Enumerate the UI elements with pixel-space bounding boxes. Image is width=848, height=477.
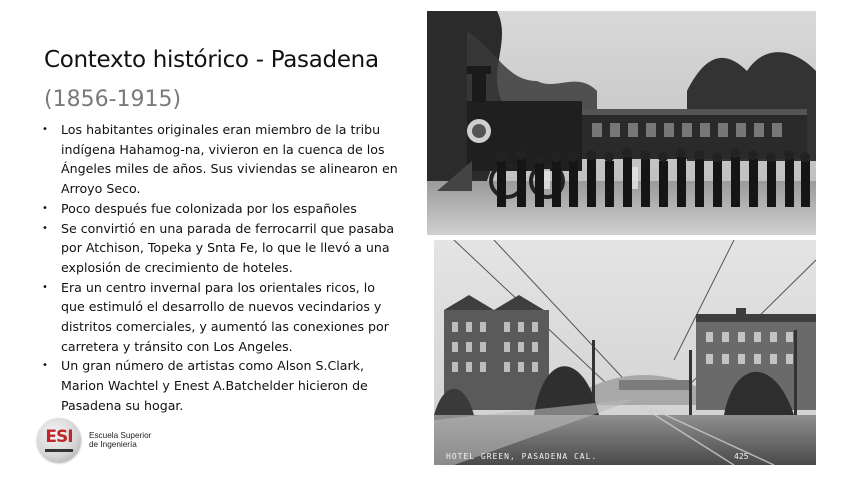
train-photo — [427, 11, 816, 235]
train-photo-image — [427, 11, 816, 235]
bullet-text: Poco después fue colonizada por los españoles — [61, 200, 357, 216]
bullet-text: Se convirtió en una parada de ferrocarril que pasaba por Atchison, Topeka y Snta Fe, lo que le llevó a una explosión de crecimiento de hoteles. — [61, 220, 395, 275]
bullet-item — [40, 219, 400, 278]
logo-line-1: Escuela Superior — [89, 431, 152, 440]
logo-line-2: de Ingeniería — [89, 440, 137, 449]
bullet-dot: • — [42, 202, 48, 214]
bullet-dot: • — [42, 124, 48, 135]
bullet-item — [40, 278, 400, 357]
bullet-list — [40, 120, 400, 416]
bullet-text: Los habitantes originales eran miembro de la tribu indígena Hahamog-na, vivieron en la cuenca de los Ángeles miles de años. Sus viviendas se alinearon en Arroyo Seco. — [61, 122, 398, 197]
hotel-green-photo-image — [434, 240, 816, 465]
bullet-text: Era un centro invernal para los orientales ricos, lo que estimuló el desarrollo de nuevos vecindarios y distritos comerciales, y aumentó las conexiones por carretera y tránsito con Los Angeles. — [61, 279, 389, 354]
bullet-item — [40, 356, 400, 415]
photo-caption: HOTEL GREEN, PASADENA CAL. — [446, 452, 598, 461]
logo-bar — [45, 449, 73, 452]
bullet-item — [40, 120, 400, 199]
bullet-text: Un gran número de artistas como Alson S.Clark, Marion Wachtel y Enest A.Batchelder hicieron de Pasadena su hogar. — [61, 358, 368, 413]
logo-mark: ESI — [45, 427, 73, 447]
bullet-dot: • — [42, 222, 48, 234]
photo-number: 425 — [734, 452, 749, 461]
hotel-green-photo — [434, 240, 816, 465]
bullet-dot: • — [42, 360, 48, 372]
slide-subtitle: (1856-1915) — [44, 87, 182, 112]
esi-logo — [37, 418, 167, 464]
bullet-dot: • — [42, 281, 48, 293]
logo-text — [89, 431, 151, 449]
bullet-item — [40, 199, 400, 219]
slide-title: Contexto histórico - Pasadena — [44, 47, 379, 73]
